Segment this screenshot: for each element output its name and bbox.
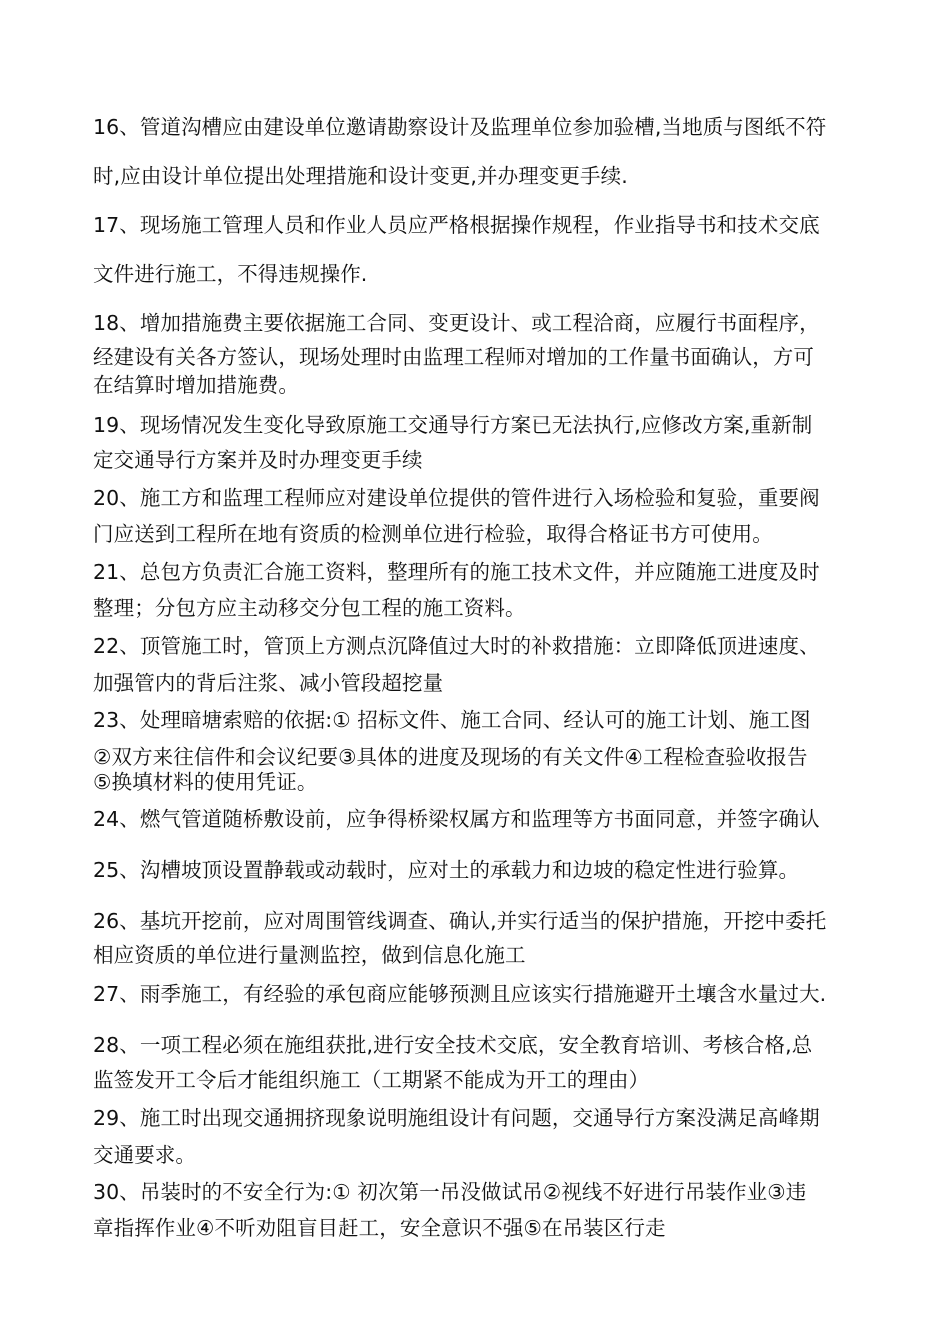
text-line: 23、处理暗塘索赔的依据:① 招标文件、施工合同、经认可的施工计划、施工图 — [93, 708, 811, 732]
text-line: 章指挥作业④不听劝阻盲目赶工，安全意识不强⑤在吊装区行走 — [93, 1216, 666, 1240]
text-line: 整理；分包方应主动移交分包工程的施工资料。 — [93, 596, 526, 620]
text-line: 交通要求。 — [93, 1143, 196, 1167]
text-line: 28、一项工程必须在施组获批,进行安全技术交底，安全教育培训、考核合格,总 — [93, 1033, 813, 1057]
text-line: 19、现场情况发生变化导致原施工交通导行方案已无法执行,应修改方案,重新制 — [93, 413, 813, 437]
text-line: 29、施工时出现交通拥挤现象说明施组设计有问题，交通导行方案没满足高峰期 — [93, 1106, 820, 1130]
text-line: 16、管道沟槽应由建设单位邀请勘察设计及监理单位参加验槽,当地质与图纸不符 — [93, 115, 827, 139]
text-line: 25、沟槽坡顶设置静载或动载时，应对土的承载力和边坡的稳定性进行验算。 — [93, 858, 800, 882]
text-line: 26、基坑开挖前，应对周围管线调查、确认,并实行适当的保护措施，开挖中委托 — [93, 909, 827, 933]
text-line: 相应资质的单位进行量测监控，做到信息化施工 — [93, 943, 526, 967]
text-line: 30、吊装时的不安全行为:① 初次第一吊没做试吊②视线不好进行吊装作业③违 — [93, 1180, 807, 1204]
text-line: ②双方来往信件和会议纪要③具体的进度及现场的有关文件④工程检查验收报告 — [93, 745, 808, 769]
text-line: 加强管内的背后注浆、减小管段超挖量 — [93, 671, 444, 695]
text-line: 21、总包方负责汇合施工资料，整理所有的施工技术文件，并应随施工进度及时 — [93, 560, 820, 584]
text-line: 定交通导行方案并及时办理变更手续 — [93, 448, 423, 472]
text-line: 18、增加措施费主要依据施工合同、变更设计、或工程洽商，应履行书面程序， — [93, 311, 820, 335]
text-line: 17、现场施工管理人员和作业人员应严格根据操作规程，作业指导书和技术交底 — [93, 213, 820, 237]
text-line: 时,应由设计单位提出处理措施和设计变更,并办理变更手续. — [93, 164, 628, 188]
text-line: 门应送到工程所在地有资质的检测单位进行检验，取得合格证书方可使用。 — [93, 522, 773, 546]
text-line: 24、燃气管道随桥敷设前，应争得桥梁权属方和监理等方书面同意，并签字确认 — [93, 807, 820, 831]
text-line: ⑤换填材料的使用凭证。 — [93, 770, 318, 794]
text-line: 文件进行施工，不得违规操作. — [93, 262, 368, 286]
text-line: 27、雨季施工，有经验的承包商应能够预测且应该实行措施避开土壤含水量过大. — [93, 982, 827, 1006]
text-line: 监签发开工令后才能组织施工（工期紧不能成为开工的理由） — [93, 1068, 650, 1092]
text-line: 经建设有关各方签认，现场处理时由监理工程师对增加的工作量书面确认，方可 — [93, 345, 814, 369]
text-line: 22、顶管施工时，管顶上方测点沉降值过大时的补救措施：立即降低顶进速度、 — [93, 634, 820, 658]
text-line: 在结算时增加措施费。 — [93, 373, 299, 397]
text-line: 20、施工方和监理工程师应对建设单位提供的管件进行入场检验和复验，重要阀 — [93, 486, 820, 510]
